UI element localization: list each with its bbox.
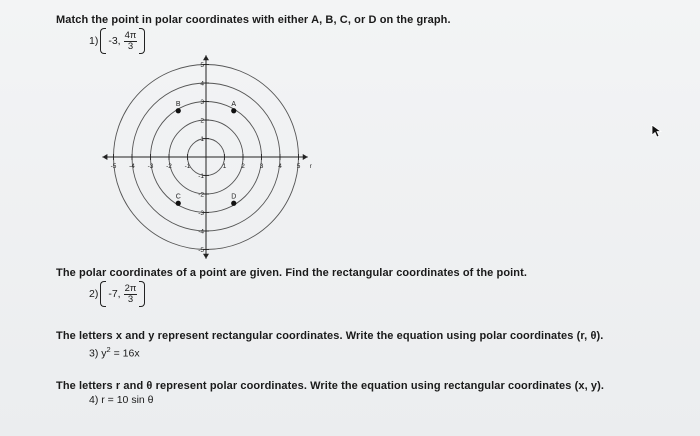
left-paren <box>100 281 106 307</box>
x-tick-label: -1 <box>184 163 191 170</box>
graph-axes <box>102 55 307 259</box>
x-tick-label: 2 <box>241 163 245 170</box>
problem-1-angle-den: 3 <box>127 40 134 52</box>
heading-match-points: Match the point in polar coordinates with either A, B, C, or D on the graph. <box>56 14 451 26</box>
x-tick-label: -3 <box>147 163 154 170</box>
y-tick-label: -2 <box>198 191 204 199</box>
problem-3-exponent: 2 <box>106 345 111 354</box>
problem-3-rhs: = 16x <box>110 347 140 360</box>
problem-4: 4) r = 10 sin θ <box>89 394 154 406</box>
y-tick-label: 4 <box>200 80 204 88</box>
x-tick-label: 3 <box>259 163 264 170</box>
point-d <box>231 201 236 206</box>
x-axis-left-arrow <box>102 154 107 160</box>
heading-polar-equation: The letters x and y represent rectangular coordinates. Write the equation using polar coordinates (r, θ). <box>56 330 604 342</box>
problem-1-number: 1) <box>89 35 99 47</box>
problem-3-number: 3) <box>89 347 99 360</box>
problem-1-angle-num: 4π <box>124 29 137 41</box>
problem-3-lhs: y <box>101 347 107 360</box>
problem-2-angle <box>124 284 138 305</box>
heading-rectangular-equation: The letters r and θ represent polar coordinates. Write the equation using rectangular coordinates (x, y). <box>56 380 605 392</box>
problem-2-angle-num: 2π <box>124 282 137 294</box>
problem-3 <box>89 345 140 360</box>
y-tick-label: -1 <box>198 173 204 180</box>
point-label-b: B <box>175 100 181 108</box>
heading-rectangular-coords: The polar coordinates of a point are given. Find the rectangular coordinates of the point. <box>56 267 528 279</box>
problem-1-angle <box>124 31 138 52</box>
point-label-a: A <box>231 100 237 108</box>
point-a <box>231 108 236 113</box>
polar-graph <box>100 60 312 254</box>
problem-2-number: 2) <box>89 288 99 300</box>
problem-1 <box>89 28 147 54</box>
point-b <box>176 108 181 113</box>
right-paren <box>139 28 145 54</box>
y-tick-label: -4 <box>198 228 204 236</box>
x-tick-label: -4 <box>129 163 135 170</box>
theta-label: r <box>309 164 312 170</box>
right-paren <box>139 281 145 307</box>
y-tick-label: -5 <box>198 247 204 254</box>
x-tick-label: 5 <box>296 163 301 170</box>
point-label-d: D <box>231 193 237 201</box>
y-tick-label: 1 <box>200 136 204 143</box>
problem-2-r: -7, <box>108 288 121 300</box>
x-tick-label: 1 <box>222 163 227 170</box>
mouse-cursor-icon <box>651 124 663 138</box>
point-c <box>176 201 181 206</box>
x-tick-label: -2 <box>166 163 172 170</box>
left-paren <box>100 28 106 54</box>
y-tick-label: 5 <box>200 62 204 69</box>
problem-1-r: -3, <box>108 35 121 47</box>
problem-2 <box>89 281 147 307</box>
point-label-c: C <box>175 193 181 201</box>
problem-2-angle-den: 3 <box>127 293 134 305</box>
x-tick-label: 4 <box>278 163 282 170</box>
x-tick-label: -5 <box>110 163 117 170</box>
y-tick-label: 2 <box>200 117 204 125</box>
y-tick-label: 3 <box>200 99 204 106</box>
y-tick-label: -3 <box>198 210 204 217</box>
